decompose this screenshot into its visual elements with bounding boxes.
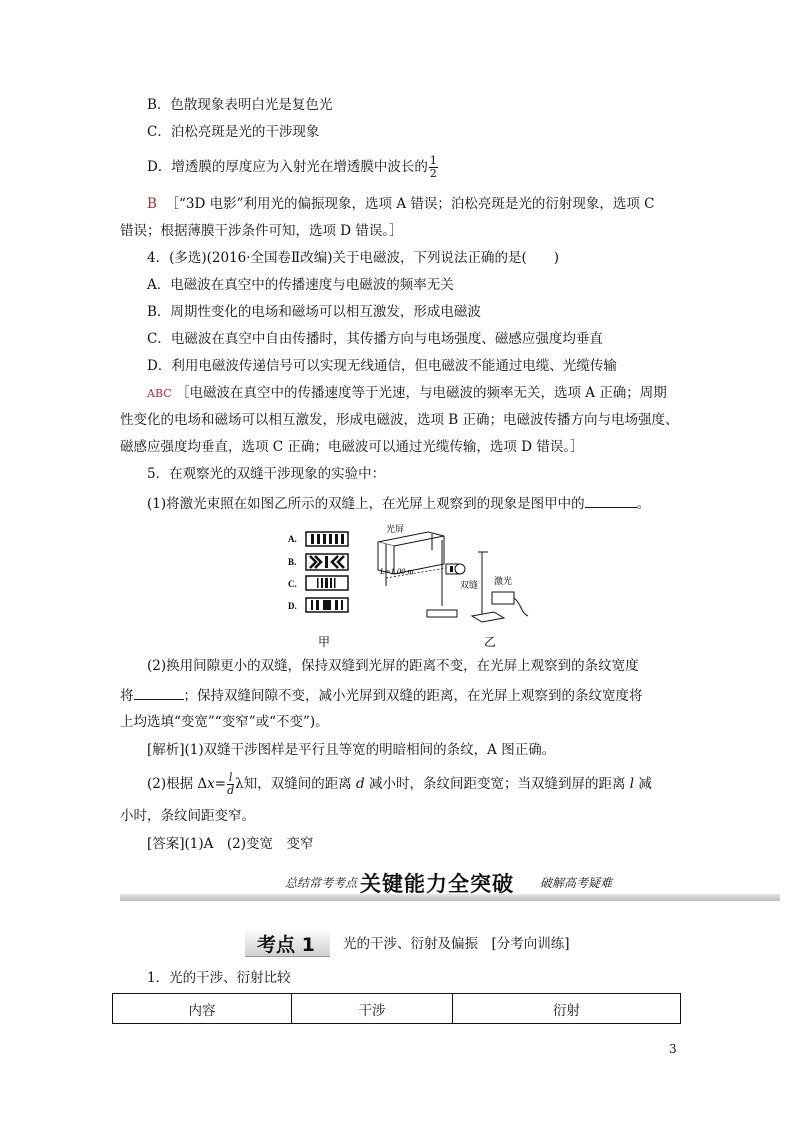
q5-part-2: (2)换用间隙更小的双缝，保持双缝到光屏的距离不变，在光屏上观察到的条纹宽度	[147, 658, 639, 674]
analysis-3: 小时，条纹间距变窄。	[120, 808, 255, 824]
svg-text:A.: A.	[288, 534, 297, 544]
screen-label: 光屏	[386, 525, 405, 535]
option-c: C．泊松亮斑是光的干涉现象	[147, 124, 320, 140]
answer-key: B	[147, 196, 157, 212]
q4-option-a: A．电磁波在真空中的传播速度与电磁波的频率无关	[147, 277, 454, 293]
answer-2-cont: 性变化的电场和磁场可以相互激发，形成电磁波，选项 B 正确；电磁波传播方向与电场强度、	[120, 412, 679, 428]
answer-explanation: ［“3D 电影”利用光的偏振现象，选项 A 错误；泊松亮斑是光的衍射现象，选项 C	[165, 196, 655, 212]
fraction-l-over-d: $\frac{l}{d}$	[227, 771, 235, 797]
answer-2	[147, 383, 667, 404]
analysis-1: [解析](1)双缝干涉图样是平行且等宽的明暗相间的条纹，A 图正确。	[147, 742, 556, 758]
comparison-table	[112, 993, 681, 1024]
answer-key: ABC	[147, 387, 172, 400]
option-d-text: D．增透膜的厚度应为入射光在增透膜中波长的	[147, 159, 428, 175]
laser-label: 激光	[494, 577, 513, 587]
page-number: 3	[669, 1042, 677, 1056]
banner-right-text: 破解高考疑难	[540, 876, 613, 890]
pattern-d	[288, 598, 348, 612]
q5-part-2c: 上均选填“变宽”“变窄”或“不变”)。	[120, 714, 329, 730]
q4-option-d: D．利用电磁波传递信号可以实现无线通信，但电磁波不能通过电缆、光缆传输	[147, 358, 617, 374]
header-content: 内容	[113, 994, 292, 1024]
experiment-figure	[282, 520, 532, 652]
q4-option-c: C．电磁波在真空中自由传播时，其传播方向与电场强度、磁感应强度均垂直	[147, 331, 603, 347]
answer-blank	[134, 685, 184, 700]
answer-explanation: ［电磁波在真空中的传播速度等于光速，与电磁波的频率无关，选项 A 正确；周期	[175, 385, 667, 401]
answer-blank	[585, 493, 637, 508]
banner-left-text: 总结常考考点	[285, 876, 358, 890]
pattern-b	[288, 554, 348, 570]
fraction-half: $\frac{1}{2}$	[429, 154, 437, 180]
caption-yi: 乙	[483, 635, 497, 649]
svg-text:C.: C.	[288, 579, 297, 589]
caption-jia: 甲	[317, 635, 331, 649]
apparatus	[378, 523, 528, 622]
section-badge: 考点 1	[245, 928, 330, 957]
q5-part-1: (1)将激光束照在如图乙所示的双缝上，在光屏上观察到的现象是图甲中的 。	[147, 493, 650, 514]
svg-text:D.: D.	[288, 601, 297, 611]
header-interference: 干涉	[292, 994, 453, 1024]
q5-part-2b: 将 ；保持双缝间隙不变，减小光屏到双缝的距离，在光屏上观察到的条纹宽度将	[120, 685, 643, 706]
section-banner	[120, 868, 780, 902]
answer-5: [答案](1)A (2)变宽 变窄	[147, 836, 314, 852]
answer-2-cont2: 磁感应强度均垂直，选项 C 正确；电磁波可以通过光缆传输，选项 D 错误。］	[120, 439, 584, 455]
svg-text:B.: B.	[288, 557, 297, 567]
q4-option-b: B．周期性变化的电场和磁场可以相互激发，形成电磁波	[147, 304, 481, 320]
banner-title: 关键能力全突破	[360, 872, 514, 896]
question-4: 4．(多选)(2016·全国卷Ⅱ改编)关于电磁波，下列说法正确的是( )	[147, 250, 560, 266]
slit-label: 双缝	[460, 581, 479, 591]
header-diffraction: 衍射	[453, 994, 681, 1024]
question-5: 5．在观察光的双缝干涉现象的实验中：	[147, 466, 386, 482]
option-d	[147, 155, 439, 180]
answer-1	[147, 194, 654, 214]
section-title: 光的干涉、衍射及偏振 [分考向训练]	[343, 936, 570, 952]
item-1: 1．光的干涉、衍射比较	[147, 970, 291, 986]
pattern-a	[288, 532, 348, 546]
pattern-c	[288, 576, 348, 590]
option-b: B．色散现象表明白光是复色光	[147, 97, 333, 113]
answer-1-cont: 错误；根据薄膜干涉条件可知，选项 D 错误。］	[120, 223, 403, 239]
distance-label: L=1.00 m	[380, 566, 414, 576]
analysis-2: (2)根据 Δx= $\frac{l}{d}$ λ知，双缝间的距离 d 减小时，条纹间距变宽；当双缝到屏的距离 l 减	[147, 771, 652, 797]
table-header-row	[113, 994, 681, 1024]
